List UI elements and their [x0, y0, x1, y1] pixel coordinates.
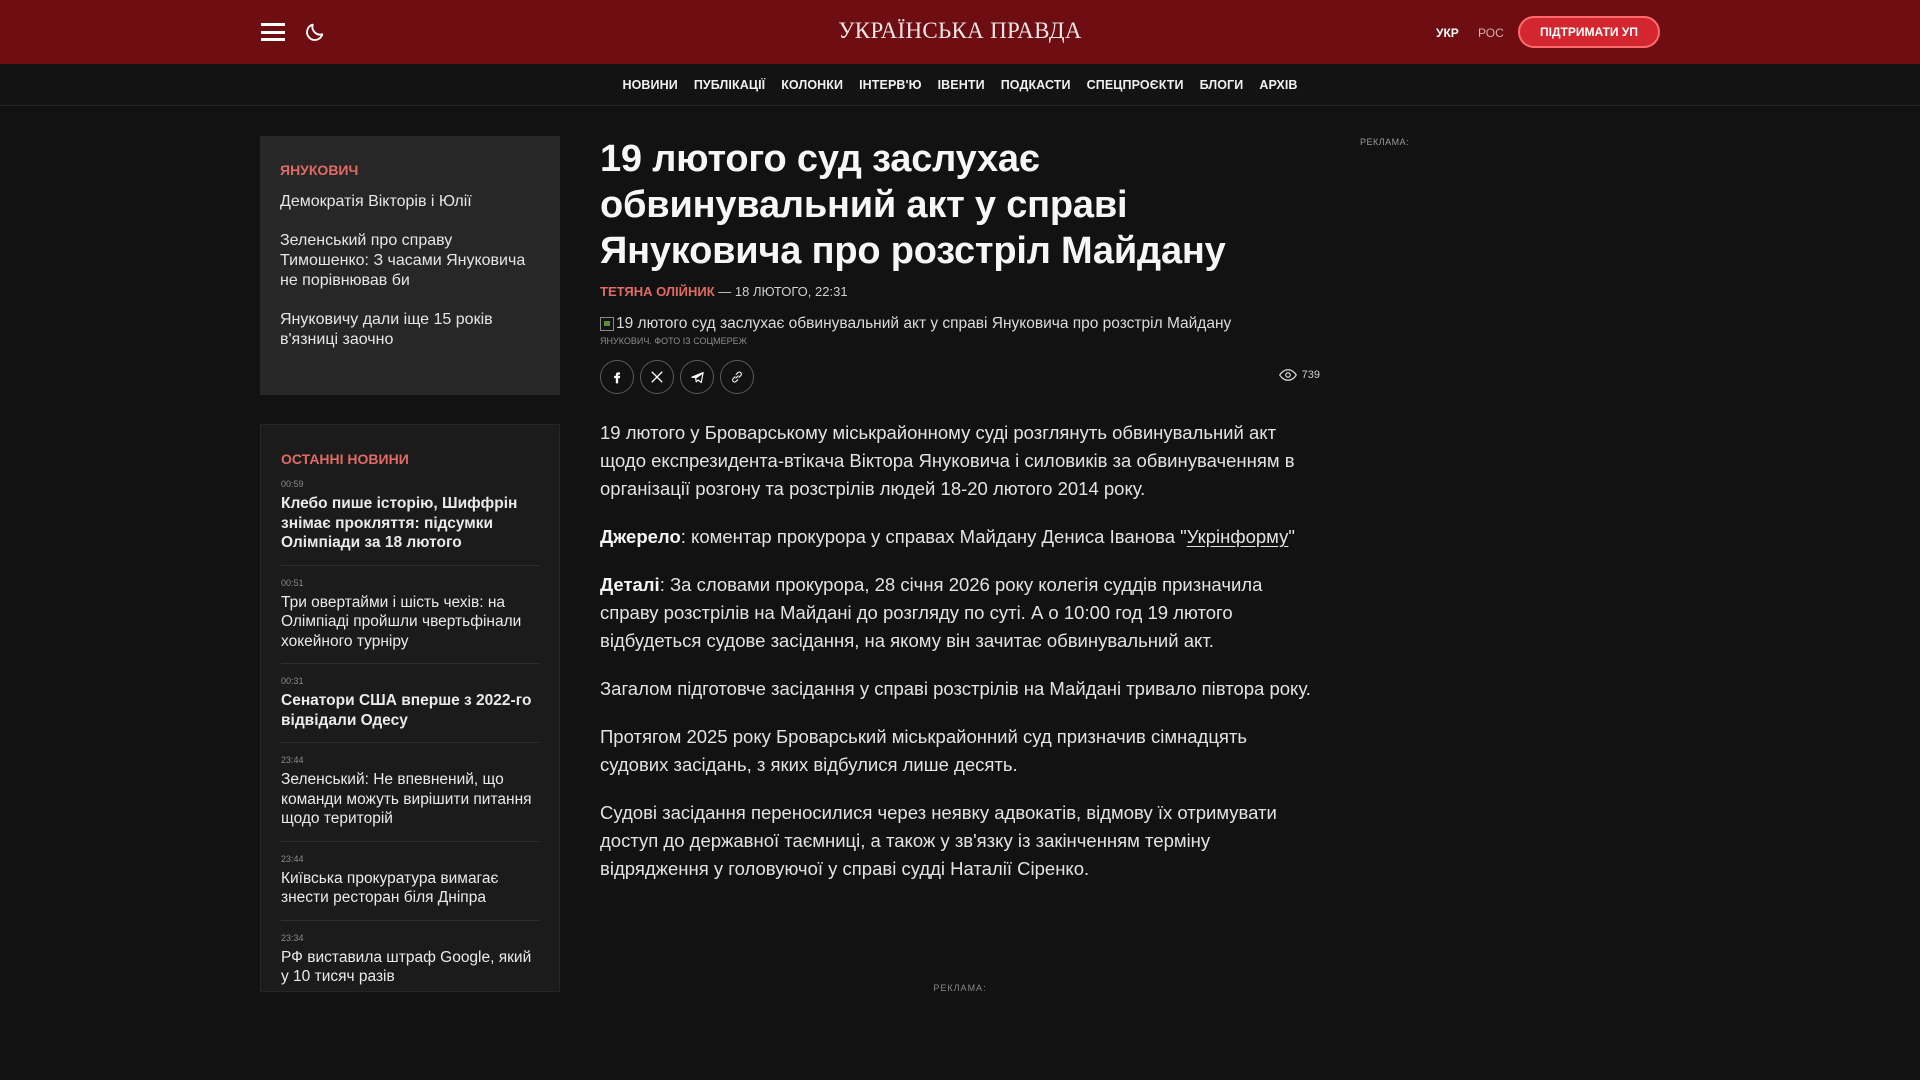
source-text: : коментар прокурора у справах Майдану Дениса Іванова " [680, 526, 1187, 547]
publish-date: — 18 ЛЮТОГО, 22:31 [718, 284, 848, 299]
image-caption: ЯНУКОВИЧ. ФОТО ІЗ СОЦМЕРЕЖ [600, 336, 747, 346]
paragraph-details [600, 571, 1320, 655]
link-icon [730, 370, 744, 384]
paragraph-source [600, 523, 1320, 551]
paragraph: Протягом 2025 року Броварський міськрайонний суд призначив сімнадцять судових засідань, з яких відбулися лише десять. [600, 726, 1248, 775]
author-link[interactable]: ТЕТЯНА ОЛІЙНИК [600, 284, 715, 299]
nav-item-blogs[interactable]: БЛОГИ [1199, 77, 1244, 92]
support-button[interactable]: ПІДТРИМАТИ УП [1518, 16, 1660, 48]
related-link[interactable]: Януковичу дали іще 15 років в'язниці заочно [280, 311, 493, 348]
nav-item-news[interactable]: НОВИНИ [622, 77, 678, 92]
main-nav [0, 64, 1920, 106]
ad-label-inline: РЕКЛАМА: [933, 983, 987, 993]
byline [600, 284, 1320, 299]
ad-label-right: РЕКЛАМА: [1360, 137, 1410, 147]
news-title[interactable]: Зеленський: Не впевнений, що команди можуть вирішити питання щодо територій [281, 771, 532, 827]
news-title[interactable]: Клебо пише історію, Шиффрін знімає прокляття: підсумки Олімпіади за 18 лютого [281, 495, 518, 551]
nav-item-columns[interactable]: КОЛОНКИ [781, 77, 844, 92]
facebook-icon [610, 370, 624, 384]
nav-item-publications[interactable]: ПУБЛІКАЦІЇ [693, 77, 766, 92]
news-title[interactable]: Сенатори США вперше з 2022-го відвідали Одесу [281, 692, 532, 729]
article-title: 19 лютого суд заслухає обвинувальний акт у справі Януковича про розстріл Майдану [600, 138, 1226, 272]
page-bottom-area [0, 992, 1920, 1080]
source-quote-end: " [1288, 526, 1295, 547]
news-title[interactable]: Київська прокуратура вимагає знести ресторан біля Дніпра [281, 869, 499, 906]
eye-icon [1279, 369, 1297, 381]
share-bar [600, 360, 1320, 394]
news-item[interactable] [281, 933, 539, 993]
paragraph: 19 лютого у Броварському міськрайонному суді розглянуть обвинувальний акт щодо експрезидента-втікача Віктора Януковича і силовиків за обвинуваченням в організації розгону та розстрілів людей 18-20 лютого 2014 року. [600, 422, 1295, 499]
details-text: : За словами прокурора, 28 січня 2026 року колегія суддів призначила справу розстрілів на Майдані до розгляду по суті. А о 10:00 год 19 лютого відбудеться судове засідання, на якому він зачитає обвинувальний акт. [600, 574, 1263, 651]
source-label: Джерело [600, 526, 681, 547]
facebook-share-button[interactable] [600, 360, 634, 394]
telegram-share-button[interactable] [680, 360, 714, 394]
image-alt-text: 19 лютого суд заслухає обвинувальний акт у справі Януковича про розстріл Майдану [616, 315, 1232, 332]
copy-link-button[interactable] [720, 360, 754, 394]
nav-item-specprojects[interactable]: СПЕЦПРОЄКТИ [1086, 77, 1184, 92]
news-title[interactable]: РФ виставила штраф Google, який у 10 тисяч разів [281, 948, 532, 985]
news-time: 23:44 [281, 853, 304, 864]
lang-ros-link[interactable]: РОС [1478, 26, 1504, 40]
details-label: Деталі [600, 574, 660, 595]
news-item[interactable] [281, 755, 539, 842]
tag-title[interactable]: ЯНУКОВИЧ [280, 162, 359, 178]
x-icon [650, 370, 664, 384]
latest-news-heading[interactable]: ОСТАННІ НОВИНИ [281, 451, 409, 467]
news-title[interactable]: Три овертайми і шість чехів: на Олімпіаді пройшли чвертьфінали хокейного турніру [281, 593, 522, 650]
news-time: 00:51 [281, 577, 304, 588]
lang-ukr-link[interactable]: УКР [1436, 26, 1459, 40]
news-item[interactable] [281, 479, 539, 566]
tag-related-box [260, 136, 560, 395]
top-bar [0, 0, 1920, 64]
view-count: 739 [1301, 369, 1320, 381]
nav-item-events[interactable]: ІВЕНТИ [937, 77, 985, 92]
news-item[interactable] [281, 578, 539, 665]
news-time: 23:34 [281, 932, 304, 943]
nav-item-interview[interactable]: ІНТЕРВ'Ю [859, 77, 922, 92]
paragraph: Загалом підготовче засідання у справі розстрілів на Майдані тривало півтора року. [600, 678, 1311, 699]
article-image [600, 315, 1320, 333]
telegram-icon [690, 370, 705, 385]
news-item[interactable] [281, 854, 539, 921]
news-item[interactable] [281, 676, 539, 743]
view-counter [1279, 369, 1320, 381]
news-time: 00:31 [281, 676, 304, 686]
related-link[interactable]: Зеленський про справу Тимошенко: З часами Януковича не порівнював би [280, 232, 526, 289]
source-link[interactable]: Укрінформу [1186, 526, 1289, 547]
nav-item-archive[interactable]: АРХІВ [1259, 77, 1298, 92]
related-link[interactable]: Демократія Вікторів і Юлії [280, 193, 472, 210]
article [600, 136, 1320, 903]
x-share-button[interactable] [640, 360, 674, 394]
nav-item-podcasts[interactable]: ПОДКАСТИ [1000, 77, 1071, 92]
article-body [600, 419, 1320, 883]
news-time: 00:59 [281, 479, 304, 489]
latest-news-panel [260, 424, 560, 992]
news-time: 23:44 [281, 755, 304, 765]
broken-image-icon [600, 317, 614, 331]
site-logo[interactable]: УКРАЇНСЬКА ПРАВДА [838, 18, 1082, 43]
paragraph: Судові засідання переносилися через неявку адвокатів, відмову їх отримувати доступ до державної таємниці, а також у зв'язку із закінченням терміну відрядження у головуючої у справі судді Наталії Сіренко. [600, 802, 1277, 879]
